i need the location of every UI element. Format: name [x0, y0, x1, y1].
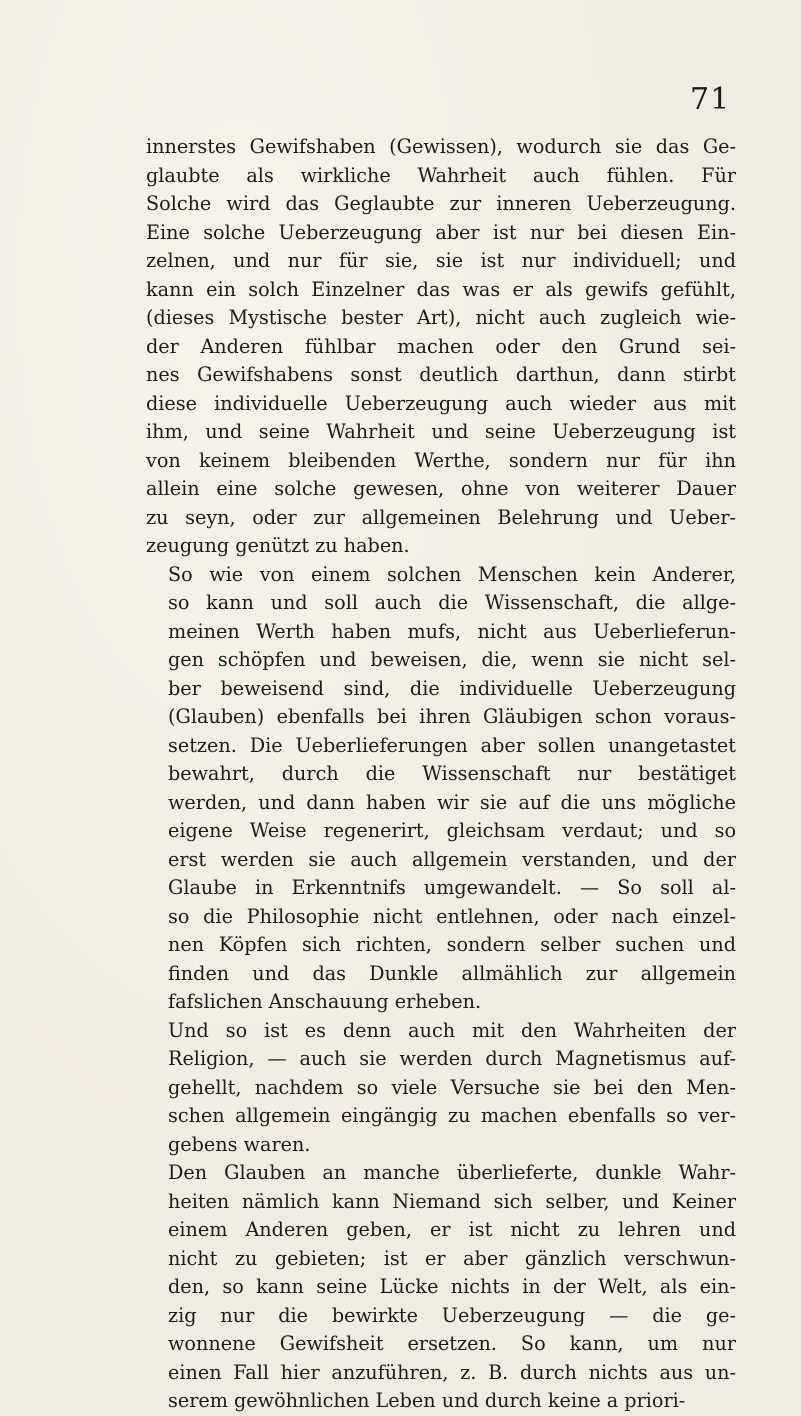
- text-line: einen Fall hier anzuführen, z. B. durch nichts aus un-: [168, 1360, 736, 1384]
- body-text: [146, 133, 736, 1416]
- text-line: eigene Weise regenerirt, gleichsam verdaut; und so: [168, 819, 736, 842]
- text-line: innerstes Gewifshaben (Gewissen), wodurch sie das Ge-: [146, 135, 736, 158]
- text-line: (dieses Mystische bester Art), nicht auch zugleich wie-: [146, 306, 736, 329]
- text-line: diese individuelle Ueberzeugung auch wieder aus mit: [146, 391, 736, 415]
- text-line: zeugung genützt zu haben.: [146, 534, 410, 557]
- text-line: so kann und soll auch die Wissenschaft, die allge-: [168, 591, 736, 614]
- text-line: werden, und dann haben wir sie auf die uns mögliche: [168, 790, 736, 814]
- text-line: bewahrt, durch die Wissenschaft nur bestätiget: [168, 762, 736, 785]
- text-line: So wie von einem solchen Menschen kein Anderer,: [168, 562, 736, 586]
- text-line: so die Philosophie nicht entlehnen, oder nach einzel-: [168, 904, 736, 928]
- paragraph-1: [146, 133, 736, 561]
- text-line: zig nur die bewirkte Ueberzeugung — die ge-: [168, 1303, 736, 1327]
- paragraph-2: [146, 561, 736, 1017]
- text-line: setzen. Die Ueberlieferungen aber sollen unangetastet: [168, 733, 736, 757]
- text-line: fafslichen Anschauung erheben.: [168, 990, 482, 1013]
- text-line: gehellt, nachdem so viele Versuche sie bei den Men-: [168, 1075, 736, 1099]
- text-line: den, so kann seine Lücke nichts in der Welt, als ein-: [168, 1275, 736, 1298]
- text-line: gen schöpfen und beweisen, die, wenn sie nicht sel-: [168, 648, 736, 671]
- text-line: Den Glauben an manche überlieferte, dunkle Wahr-: [168, 1161, 736, 1184]
- text-line: zelnen, und nur für sie, sie ist nur individuell; und: [146, 249, 736, 272]
- text-line: Religion, — auch sie werden durch Magnetismus auf-: [168, 1047, 736, 1070]
- text-line: gebens waren.: [168, 1132, 311, 1156]
- paragraph-4: [146, 1159, 736, 1416]
- text-line: (Glauben) ebenfalls bei ihren Gläubigen schon voraus-: [168, 705, 736, 728]
- text-line: kann ein solch Einzelner das was er als gewifs gefühlt,: [146, 277, 736, 301]
- text-line: wonnene Gewifsheit ersetzen. So kann, um nur: [168, 1332, 736, 1355]
- text-line: nen Köpfen sich richten, sondern selber suchen und: [168, 933, 736, 956]
- text-line: heiten nämlich kann Niemand sich selber, und Keiner: [168, 1189, 736, 1213]
- text-line: nes Gewifshabens sonst deutlich darthun, dann stirbt: [146, 363, 736, 386]
- text-line: Glaube in Erkenntnifs umgewandelt. — So soll al-: [168, 876, 736, 899]
- text-line: finden und das Dunkle allmählich zur allgemein: [168, 961, 736, 985]
- text-line: serem gewöhnlichen Leben und durch keine a priori-: [168, 1389, 686, 1412]
- text-line: allein eine solche gewesen, ohne von weiterer Dauer: [146, 477, 736, 500]
- text-line: glaubte als wirkliche Wahrheit auch fühlen. Für: [146, 163, 736, 187]
- page-number: 71: [690, 82, 731, 117]
- text-line: der Anderen fühlbar machen oder den Grund sei-: [146, 334, 736, 358]
- text-line: ber beweisend sind, die individuelle Ueberzeugung: [168, 676, 736, 700]
- text-line: nicht zu gebieten; ist er aber gänzlich verschwun-: [168, 1246, 736, 1270]
- text-line: ihm, und seine Wahrheit und seine Ueberzeugung ist: [146, 420, 736, 443]
- text-line: erst werden sie auch allgemein verstanden, und der: [168, 847, 736, 871]
- text-line: Und so ist es denn auch mit den Wahrheiten der: [168, 1018, 736, 1042]
- text-line: meinen Werth haben mufs, nicht aus Ueberlieferun-: [168, 619, 736, 643]
- text-line: Solche wird das Geglaubte zur inneren Ueberzeugung.: [146, 192, 736, 215]
- text-line: einem Anderen geben, er ist nicht zu lehren und: [168, 1218, 736, 1241]
- text-line: Eine solche Ueberzeugung aber ist nur bei diesen Ein-: [146, 220, 736, 244]
- text-line: von keinem bleibenden Werthe, sondern nur für ihn: [146, 448, 736, 472]
- text-line: zu seyn, oder zur allgemeinen Belehrung und Ueber-: [146, 505, 736, 529]
- text-line: schen allgemein eingängig zu machen ebenfalls so ver-: [168, 1104, 736, 1127]
- paragraph-3: [146, 1017, 736, 1160]
